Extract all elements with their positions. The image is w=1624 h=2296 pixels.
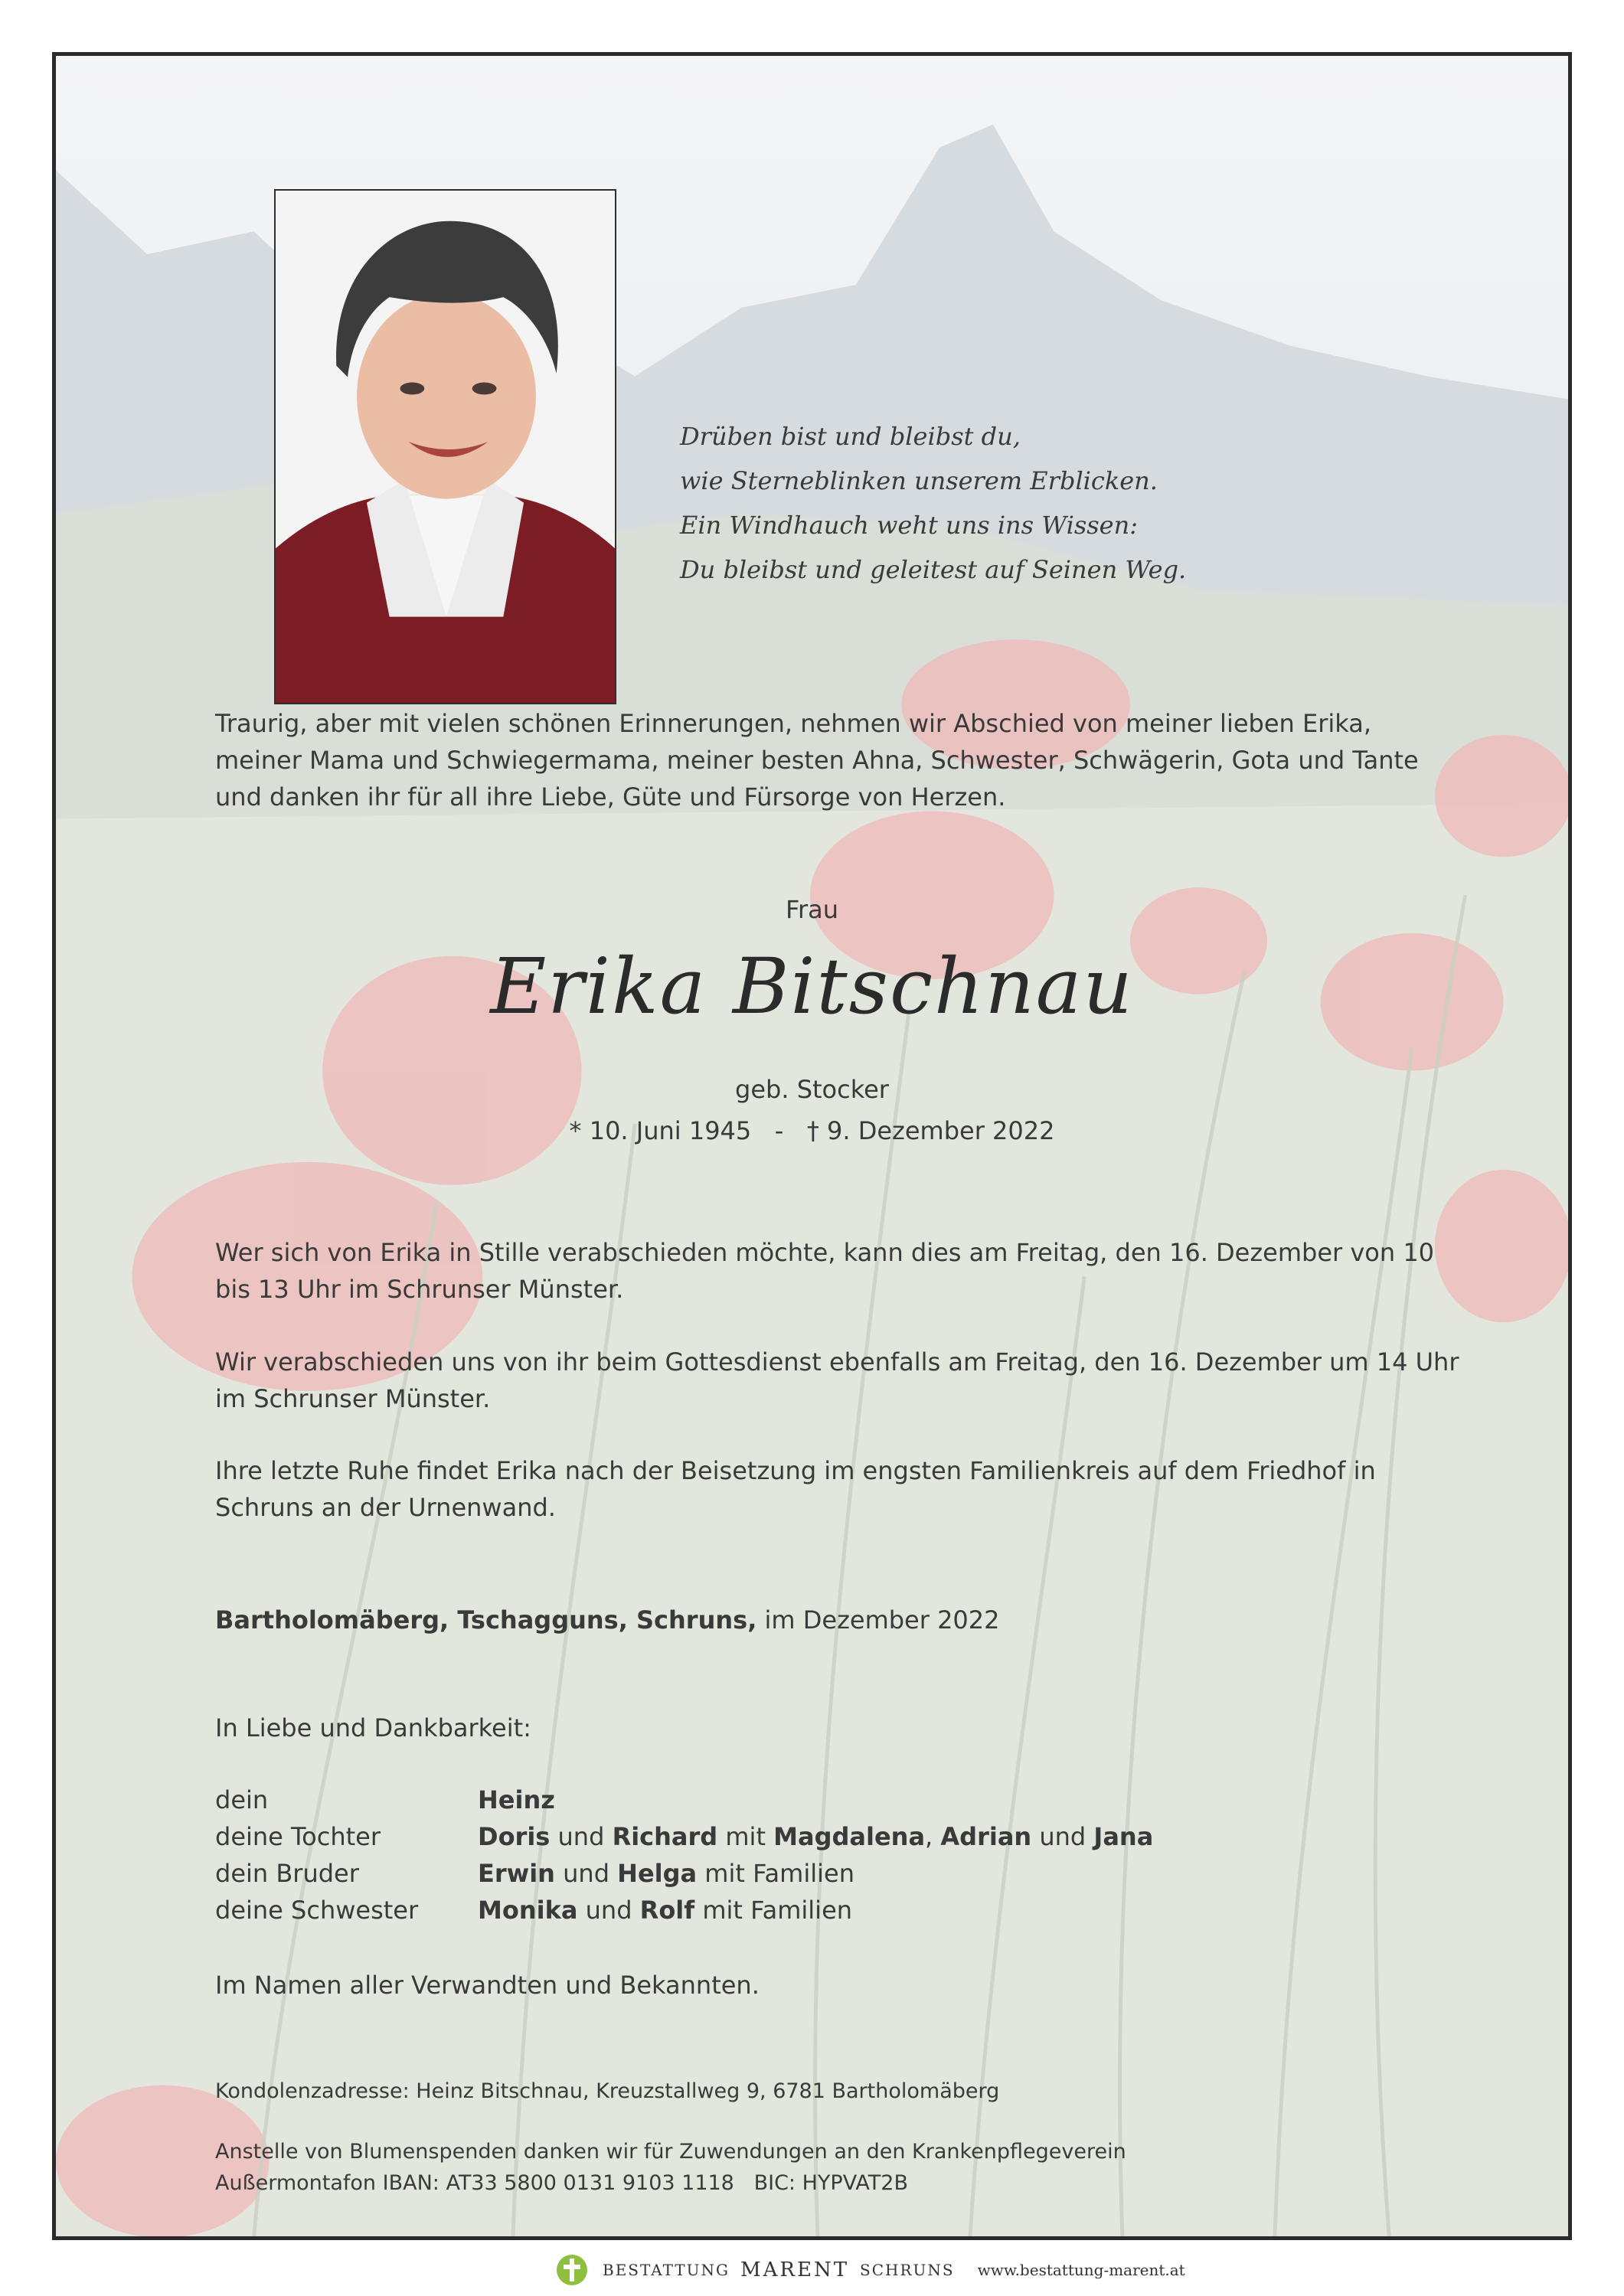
family-name: Richard xyxy=(612,1822,718,1851)
salutation: Frau xyxy=(785,895,839,924)
family-relation: deine Tochter xyxy=(215,1822,381,1851)
service-paragraph: Wir verabschieden uns von ihr beim Gottesdienst ebenfalls am Freitag, den 16. Dezember um 14 Uhr im Schrunser Münster. xyxy=(215,1347,1459,1413)
closing-line: Im Namen aller Verwandten und Bekannten. xyxy=(215,1971,760,2000)
family-connector: mit xyxy=(717,1822,774,1851)
farewell-paragraph: Wer sich von Erika in Stille verabschieden möchte, kann dies am Freitag, den 16. Dezember von 10 bis 13 Uhr im Schrunser Münster. xyxy=(215,1238,1435,1304)
family-connector: und xyxy=(577,1896,640,1925)
family-relation: dein Bruder xyxy=(215,1859,359,1888)
family-name: Jana xyxy=(1093,1822,1154,1851)
poem-line: Ein Windhauch weht uns ins Wissen: xyxy=(680,511,1138,540)
family-name: Erwin xyxy=(478,1859,555,1888)
deceased-name: Erika Bitschnau xyxy=(490,942,1134,1031)
footer-marent: MARENT xyxy=(740,2258,850,2281)
footer-schruns: SCHRUNS xyxy=(860,2261,955,2279)
place-names: Bartholomäberg, Tschagguns, Schruns, xyxy=(215,1605,757,1635)
family-relation: deine Schwester xyxy=(215,1896,419,1925)
family-name: Doris xyxy=(478,1822,551,1851)
life-dates: * 10. Juni 1945 - † 9. Dezember 2022 xyxy=(569,1116,1055,1145)
family-connector: , xyxy=(925,1822,941,1851)
family-name: Monika xyxy=(478,1896,578,1925)
burial-paragraph: Ihre letzte Ruhe findet Erika nach der Beisetzung im engsten Familienkreis auf dem Friedhof in Schruns an der Urnenwand. xyxy=(215,1456,1376,1522)
family-relation: dein xyxy=(215,1785,269,1814)
family-name: Heinz xyxy=(478,1785,555,1814)
footer-bestattung: BESTATTUNG xyxy=(603,2261,730,2279)
family-names xyxy=(478,1818,1153,1855)
family-row xyxy=(215,1855,1364,1892)
donation-line-1: Anstelle von Blumenspenden danken wir für Zuwendungen an den Krankenpflegeverein xyxy=(215,2140,1126,2164)
family-row xyxy=(215,1892,1364,1929)
love-line: In Liebe und Dankbarkeit: xyxy=(215,1713,531,1742)
family-connector: mit Familien xyxy=(694,1896,853,1925)
family-name: Helga xyxy=(617,1859,698,1888)
footer-url-link[interactable]: www.bestattung-marent.at xyxy=(977,2261,1185,2279)
family-names xyxy=(478,1782,555,1818)
donation-line-2: Außermontafon IBAN: AT33 5800 0131 9103 1118 BIC: HYPVAT2B xyxy=(215,2171,909,2195)
family-connector: und xyxy=(554,1859,618,1888)
family-connector: und xyxy=(1031,1822,1094,1851)
family-connector: mit Familien xyxy=(697,1859,854,1888)
family-connector: und xyxy=(550,1822,613,1851)
condolence-address: Kondolenzadresse: Heinz Bitschnau, Kreuzstallweg 9, 6781 Bartholomäberg xyxy=(215,2079,1000,2103)
poem-line: Du bleibst und geleitest auf Seinen Weg. xyxy=(680,555,1187,584)
poem-line: wie Sterneblinken unserem Erblicken. xyxy=(680,466,1158,495)
poem xyxy=(680,414,1446,592)
place-date xyxy=(215,1602,1463,1638)
date-text: im Dezember 2022 xyxy=(756,1605,1000,1635)
family-name: Rolf xyxy=(639,1896,695,1925)
family-names xyxy=(478,1855,854,1892)
poem-line: Drüben bist und bleibst du, xyxy=(680,422,1021,451)
footer xyxy=(555,2253,1185,2287)
family-name: Adrian xyxy=(940,1822,1032,1851)
family-names xyxy=(478,1892,852,1929)
family-name: Magdalena xyxy=(773,1822,926,1851)
family-row xyxy=(215,1782,1364,1818)
family-list xyxy=(215,1782,1364,1929)
family-row xyxy=(215,1818,1364,1855)
portrait-photo xyxy=(274,189,616,704)
intro-text: Traurig, aber mit vielen schönen Erinnerungen, nehmen wir Abschied von meiner lieben Erika, meiner Mama und Schwiegermama, meiner besten Ahna, Schwester, Schwägerin, Gota und Tante und danken ihr für all ihre Liebe, Güte und Fürsorge von Herzen. xyxy=(215,709,1419,812)
maiden-name: geb. Stocker xyxy=(735,1075,889,1104)
funeral-home-logo-icon xyxy=(555,2253,589,2287)
